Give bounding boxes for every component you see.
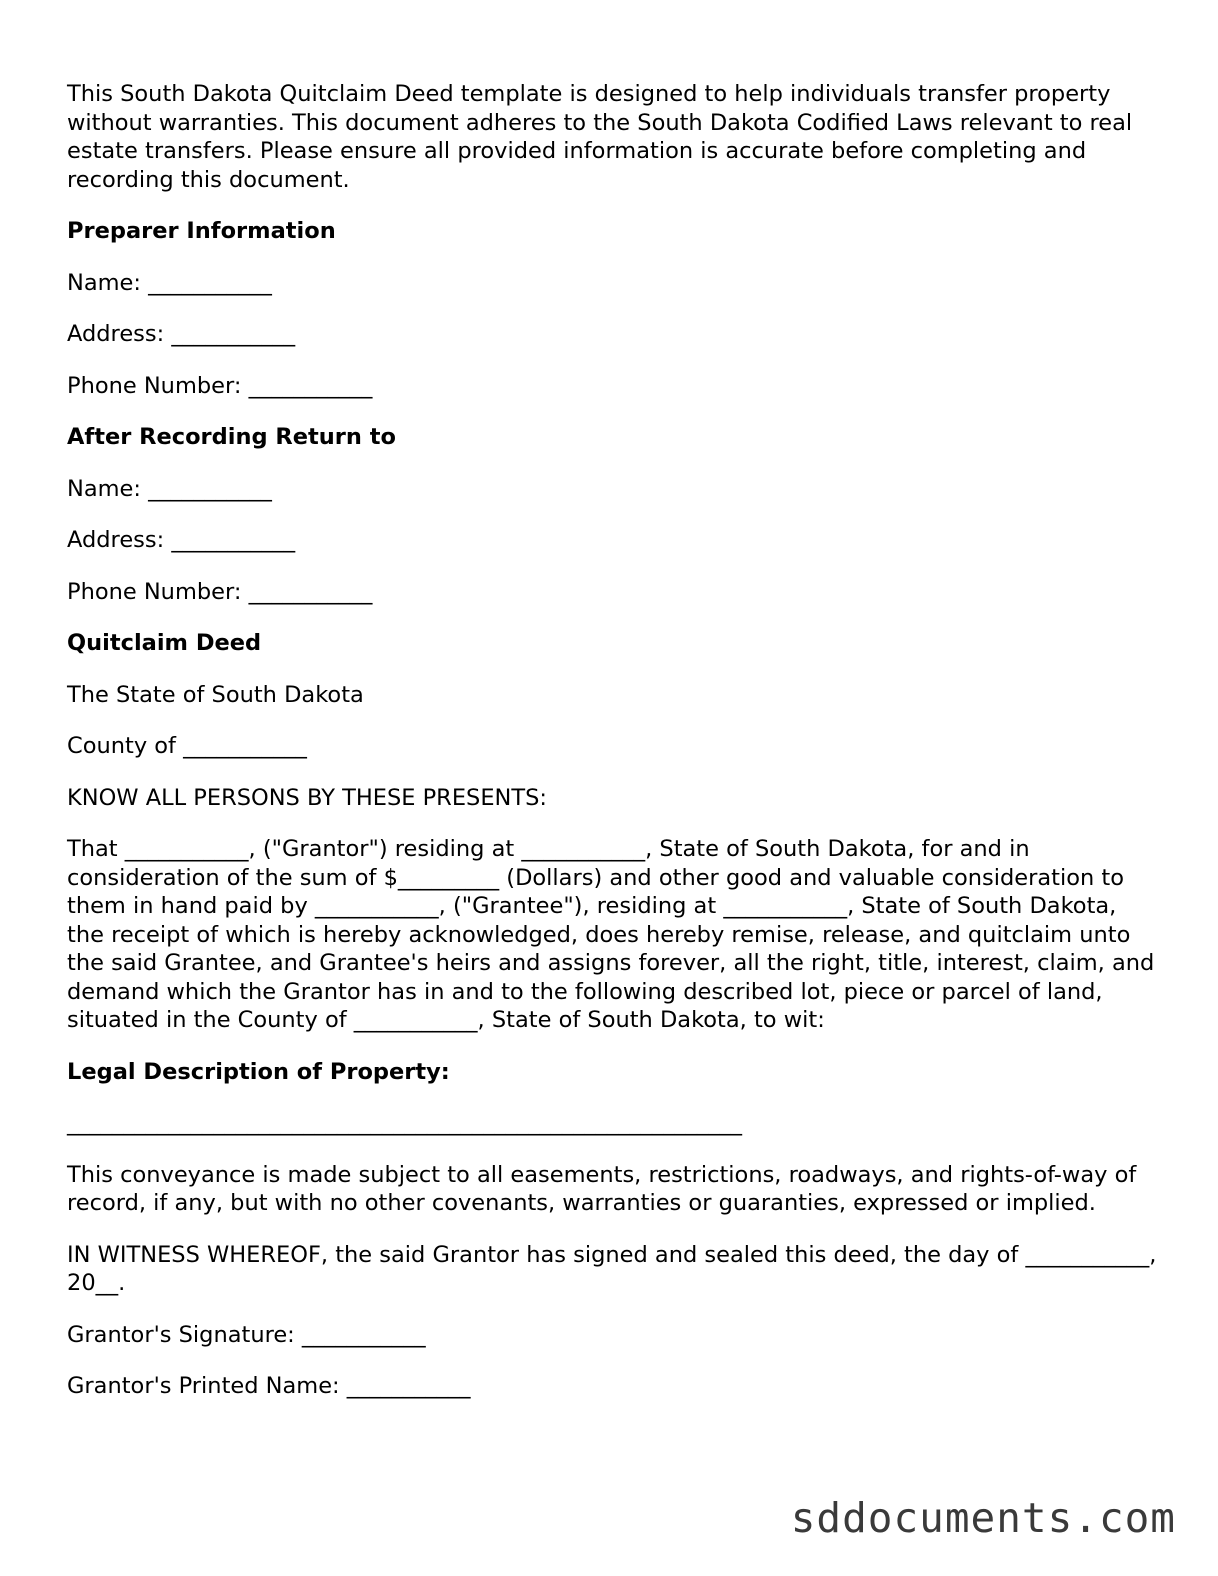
county-field: County of ___________ <box>67 733 307 759</box>
grantor-printed-name-field: Grantor's Printed Name: ___________ <box>67 1373 471 1399</box>
preparer-heading: Preparer Information <box>67 218 336 244</box>
witness-paragraph: IN WITNESS WHEREOF, the said Grantor has signed and sealed this deed, the day of ___________, 20__. <box>67 1241 1157 1296</box>
intro-paragraph: This South Dakota Quitclaim Deed template is designed to help individuals transfer property without warranties. This document adheres to the South Dakota Codified Laws relevant to real estate transfers. Please ensure all provided information is accurate before completing and recording this document. <box>67 81 1133 193</box>
grantor-signature-field: Grantor's Signature: ___________ <box>67 1321 426 1348</box>
legal-description-heading: Legal Description of Property: <box>67 1058 450 1085</box>
legal-description-line: ____________________________________________________________ <box>67 1110 742 1136</box>
site-watermark: sddocuments.com <box>790 1494 1176 1542</box>
deed-heading: Quitclaim Deed <box>67 630 262 656</box>
return-phone-field: Phone Number: ___________ <box>67 578 373 605</box>
preparer-name-field: Name: ___________ <box>67 269 272 296</box>
preparer-address-field: Address: ___________ <box>67 321 296 347</box>
return-address-field: Address: ___________ <box>67 527 296 553</box>
return-name-field: Name: ___________ <box>67 475 272 502</box>
conveyance-paragraph: This conveyance is made subject to all easements, restrictions, roadways, and rights-of-way of record, if any, but with no other covenants, warranties or guaranties, expressed or implied. <box>67 1161 1137 1216</box>
know-all-line: KNOW ALL PERSONS BY THESE PRESENTS: <box>67 784 547 811</box>
deed-body-paragraph: That ___________, ("Grantor") residing at ___________, State of South Dakota, for and in consideration of the sum of $_________ (Dollars) and other good and valuable consideration to them in hand paid by ___________, ("Grantee"), residing at ___________, State of South Dakota, the receipt of which is hereby acknowledged, does hereby remise, release, and quitclaim unto the said Grantee, and Grantee's heirs and assigns forever, all the right, title, interest, claim, and demand which the Grantor has in and to the following described lot, piece or parcel of land, situated in the County of ___________, State of South Dakota, to wit: <box>67 836 1155 1033</box>
state-line: The State of South Dakota <box>67 681 364 708</box>
document-page <box>67 80 1157 1424</box>
return-to-heading: After Recording Return to <box>67 424 396 450</box>
preparer-phone-field: Phone Number: ___________ <box>67 372 373 399</box>
